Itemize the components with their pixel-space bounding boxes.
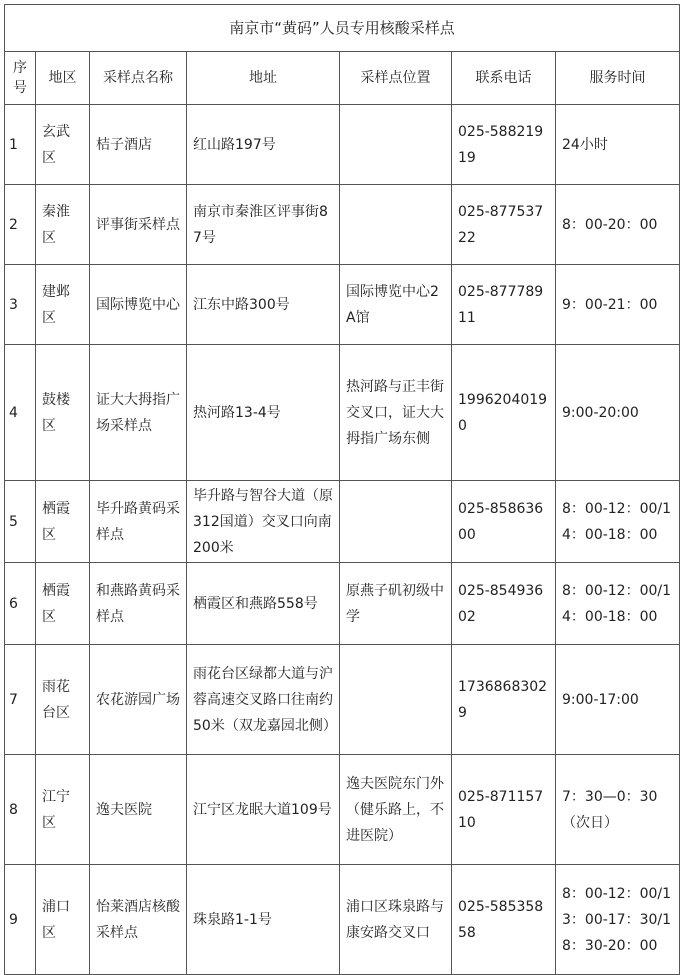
cell-address: 南京市秦淮区评事街87号: [187, 185, 340, 265]
header-hours: 服务时间: [556, 52, 680, 105]
cell-phone: 025-87778911: [452, 265, 556, 345]
cell-site-name: 怡莱酒店核酸采样点: [90, 865, 187, 975]
cell-phone: 025-87115710: [452, 755, 556, 865]
cell-address: 雨花台区绿都大道与沪蓉高速交叉路口往南约50米（双龙嘉园北侧）: [187, 645, 340, 755]
cell-site-name: 逸夫医院: [90, 755, 187, 865]
cell-seq: 7: [5, 645, 36, 755]
cell-seq: 9: [5, 865, 36, 975]
header-site-name: 采样点名称: [90, 52, 187, 105]
cell-phone: 025-85863600: [452, 481, 556, 563]
table-row: [5, 265, 680, 345]
cell-phone: 025-58821919: [452, 105, 556, 185]
cell-site-location: [340, 105, 452, 185]
cell-district: 栖霞区: [36, 563, 90, 645]
cell-address: 毕升路与智谷大道（原312国道）交叉口向南200米: [187, 481, 340, 563]
cell-site-location: 国际博览中心2A馆: [340, 265, 452, 345]
cell-site-location: [340, 481, 452, 563]
cell-address: 江东中路300号: [187, 265, 340, 345]
cell-hours: 8：00-12：00/14：00-18：00: [556, 481, 680, 563]
header-site-location: 采样点位置: [340, 52, 452, 105]
table-row: [5, 105, 680, 185]
title-row: [5, 5, 680, 52]
cell-address: 热河路13-4号: [187, 345, 340, 481]
cell-seq: 8: [5, 755, 36, 865]
table-row: [5, 481, 680, 563]
cell-phone: 19962040190: [452, 345, 556, 481]
cell-seq: 5: [5, 481, 36, 563]
table-title: 南京市“黄码”人员专用核酸采样点: [5, 5, 680, 52]
header-district: 地区: [36, 52, 90, 105]
cell-district: 江宁区: [36, 755, 90, 865]
sampling-sites-table: [4, 4, 680, 975]
cell-site-location: 逸夫医院东门外（健乐路上，不进医院）: [340, 755, 452, 865]
table-row: [5, 185, 680, 265]
cell-address: 栖霞区和燕路558号: [187, 563, 340, 645]
cell-phone: 025-87753722: [452, 185, 556, 265]
cell-site-name: 评事街采样点: [90, 185, 187, 265]
cell-site-name: 桔子酒店: [90, 105, 187, 185]
cell-site-location: 浦口区珠泉路与康安路交叉口: [340, 865, 452, 975]
cell-address: 珠泉路1-1号: [187, 865, 340, 975]
cell-seq: 4: [5, 345, 36, 481]
cell-seq: 3: [5, 265, 36, 345]
cell-district: 栖霞区: [36, 481, 90, 563]
cell-address: 红山路197号: [187, 105, 340, 185]
table-row: [5, 345, 680, 481]
cell-hours: 8：00-12：00/13：00-17：30/18：30-20：00: [556, 865, 680, 975]
header-address: 地址: [187, 52, 340, 105]
cell-district: 浦口区: [36, 865, 90, 975]
cell-hours: 9:00-17:00: [556, 645, 680, 755]
cell-hours: 8：00-20：00: [556, 185, 680, 265]
cell-district: 玄武区: [36, 105, 90, 185]
table-row: [5, 563, 680, 645]
table-row: [5, 865, 680, 975]
cell-site-location: [340, 185, 452, 265]
cell-district: 建邺区: [36, 265, 90, 345]
cell-hours: 24小时: [556, 105, 680, 185]
cell-site-name: 证大大拇指广场采样点: [90, 345, 187, 481]
cell-phone: 025-58535858: [452, 865, 556, 975]
cell-site-location: 热河路与正丰街交叉口，证大大拇指广场东侧: [340, 345, 452, 481]
cell-site-location: 原燕子矶初级中学: [340, 563, 452, 645]
cell-address: 江宁区龙眠大道109号: [187, 755, 340, 865]
cell-hours: 8：00-12：00/14：00-18：00: [556, 563, 680, 645]
table-row: [5, 755, 680, 865]
cell-district: 鼓楼区: [36, 345, 90, 481]
cell-hours: 9：00-21：00: [556, 265, 680, 345]
cell-hours: 7：30—0：30（次日）: [556, 755, 680, 865]
cell-site-name: 和燕路黄码采样点: [90, 563, 187, 645]
cell-district: 雨花台区: [36, 645, 90, 755]
cell-site-location: [340, 645, 452, 755]
cell-hours: 9:00-20:00: [556, 345, 680, 481]
cell-site-name: 毕升路黄码采样点: [90, 481, 187, 563]
cell-seq: 1: [5, 105, 36, 185]
cell-phone: 17368683029: [452, 645, 556, 755]
cell-phone: 025-85493602: [452, 563, 556, 645]
cell-site-name: 农花游园广场: [90, 645, 187, 755]
cell-seq: 2: [5, 185, 36, 265]
header-phone: 联系电话: [452, 52, 556, 105]
cell-district: 秦淮区: [36, 185, 90, 265]
cell-site-name: 国际博览中心: [90, 265, 187, 345]
header-row: [5, 52, 680, 105]
header-seq: 序号: [5, 52, 36, 105]
cell-seq: 6: [5, 563, 36, 645]
table-row: [5, 645, 680, 755]
